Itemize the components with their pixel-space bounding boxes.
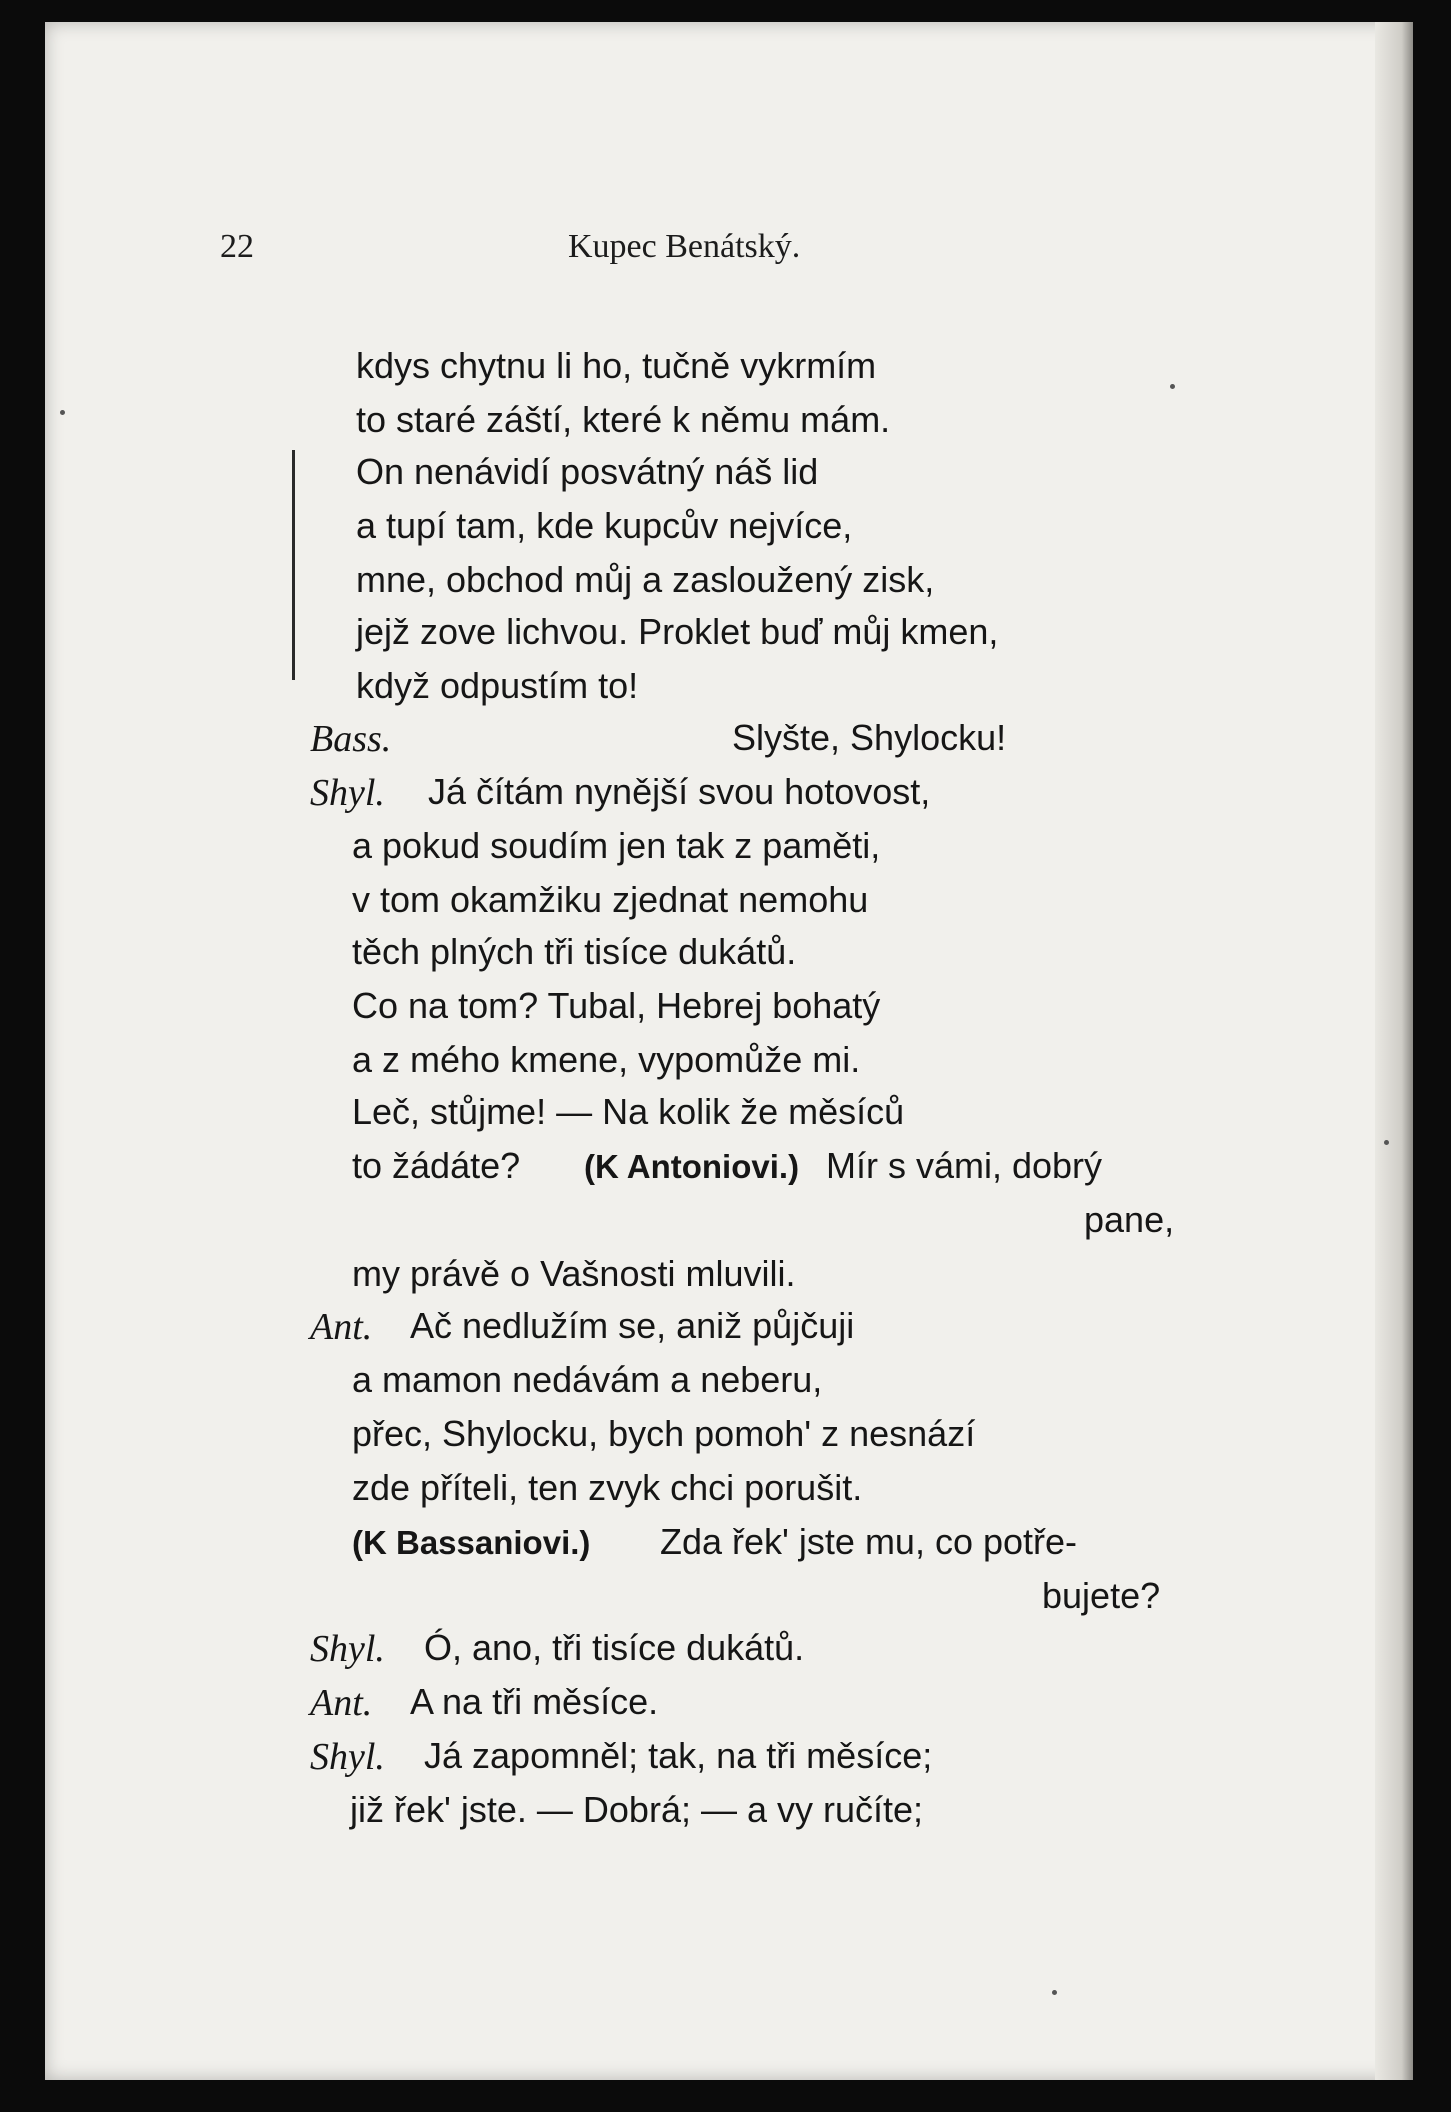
verse-line: když odpustím to!: [356, 665, 639, 706]
running-title: Kupec Benátský.: [568, 228, 801, 265]
verse-line: Já čítám nynější svou hotovost,: [428, 771, 931, 812]
verse-line: to žádáte?: [352, 1145, 521, 1186]
verse-line: Já zapomněl; tak, na tři měsíce;: [424, 1735, 933, 1776]
verse-line-continuation: bujete?: [1042, 1575, 1161, 1616]
verse-line: Zda řek' jste mu, co potře-: [660, 1521, 1078, 1562]
verse-line-continuation: pane,: [1084, 1199, 1175, 1240]
verse-line: a tupí tam, kde kupcův nejvíce,: [356, 505, 853, 546]
verse-line: to staré záští, které k němu mám.: [356, 399, 891, 440]
verse-line: v tom okamžiku zjednat nemohu: [352, 879, 869, 920]
verse-line: Ó, ano, tři tisíce dukátů.: [424, 1627, 805, 1668]
verse-line: a mamon nedávám a neberu,: [352, 1359, 823, 1400]
speaker-name: Ant.: [310, 1306, 373, 1348]
verse-line: Co na tom? Tubal, Hebrej bohatý: [352, 985, 881, 1026]
verse-line: a pokud soudím jen tak z paměti,: [352, 825, 881, 866]
speaker-name: Shyl.: [310, 1736, 385, 1778]
paper-speck: [60, 410, 65, 415]
stage-direction: (K Antoniovi.): [584, 1148, 800, 1185]
verse-line: Slyšte, Shylocku!: [732, 717, 1007, 758]
verse-line: těch plných tři tisíce dukátů.: [352, 931, 797, 972]
verse-line: Mír s vámi, dobrý: [826, 1145, 1103, 1186]
paper-speck: [1170, 384, 1175, 389]
speaker-name: Shyl.: [310, 772, 385, 814]
paper-speck: [1384, 1140, 1389, 1145]
verse-line: Leč, stůjme! — Na kolik že měsíců: [352, 1091, 905, 1132]
verse-line: přec, Shylocku, bych pomoh' z nesnází: [352, 1413, 976, 1454]
verse-line: mne, obchod můj a zasloužený zisk,: [356, 559, 935, 600]
speaker-name: Bass.: [310, 718, 392, 760]
page-number: 22: [220, 228, 254, 265]
verse-line: A na tři měsíce.: [410, 1681, 659, 1722]
verse-line: Ač nedlužím se, aniž půjčuji: [410, 1305, 855, 1346]
verse-line: jejž zove lichvou. Proklet buď můj kmen,: [356, 611, 999, 652]
stage-direction: (K Bassaniovi.): [352, 1524, 591, 1561]
verse-line: zde příteli, ten zvyk chci porušit.: [352, 1467, 863, 1508]
verse-line: již řek' jste. — Dobrá; — a vy ručíte;: [350, 1789, 924, 1830]
verse-line: On nenávidí posvátný náš lid: [356, 451, 819, 492]
verse-line: my právě o Vašnosti mluvili.: [352, 1253, 796, 1294]
verse-line: kdys chytnu li ho, tučně vykrmím: [356, 345, 877, 386]
paper-speck: [1052, 1990, 1057, 1995]
speaker-name: Ant.: [310, 1682, 373, 1724]
verse-line: a z mého kmene, vypomůže mi.: [352, 1039, 861, 1080]
speaker-name: Shyl.: [310, 1628, 385, 1670]
